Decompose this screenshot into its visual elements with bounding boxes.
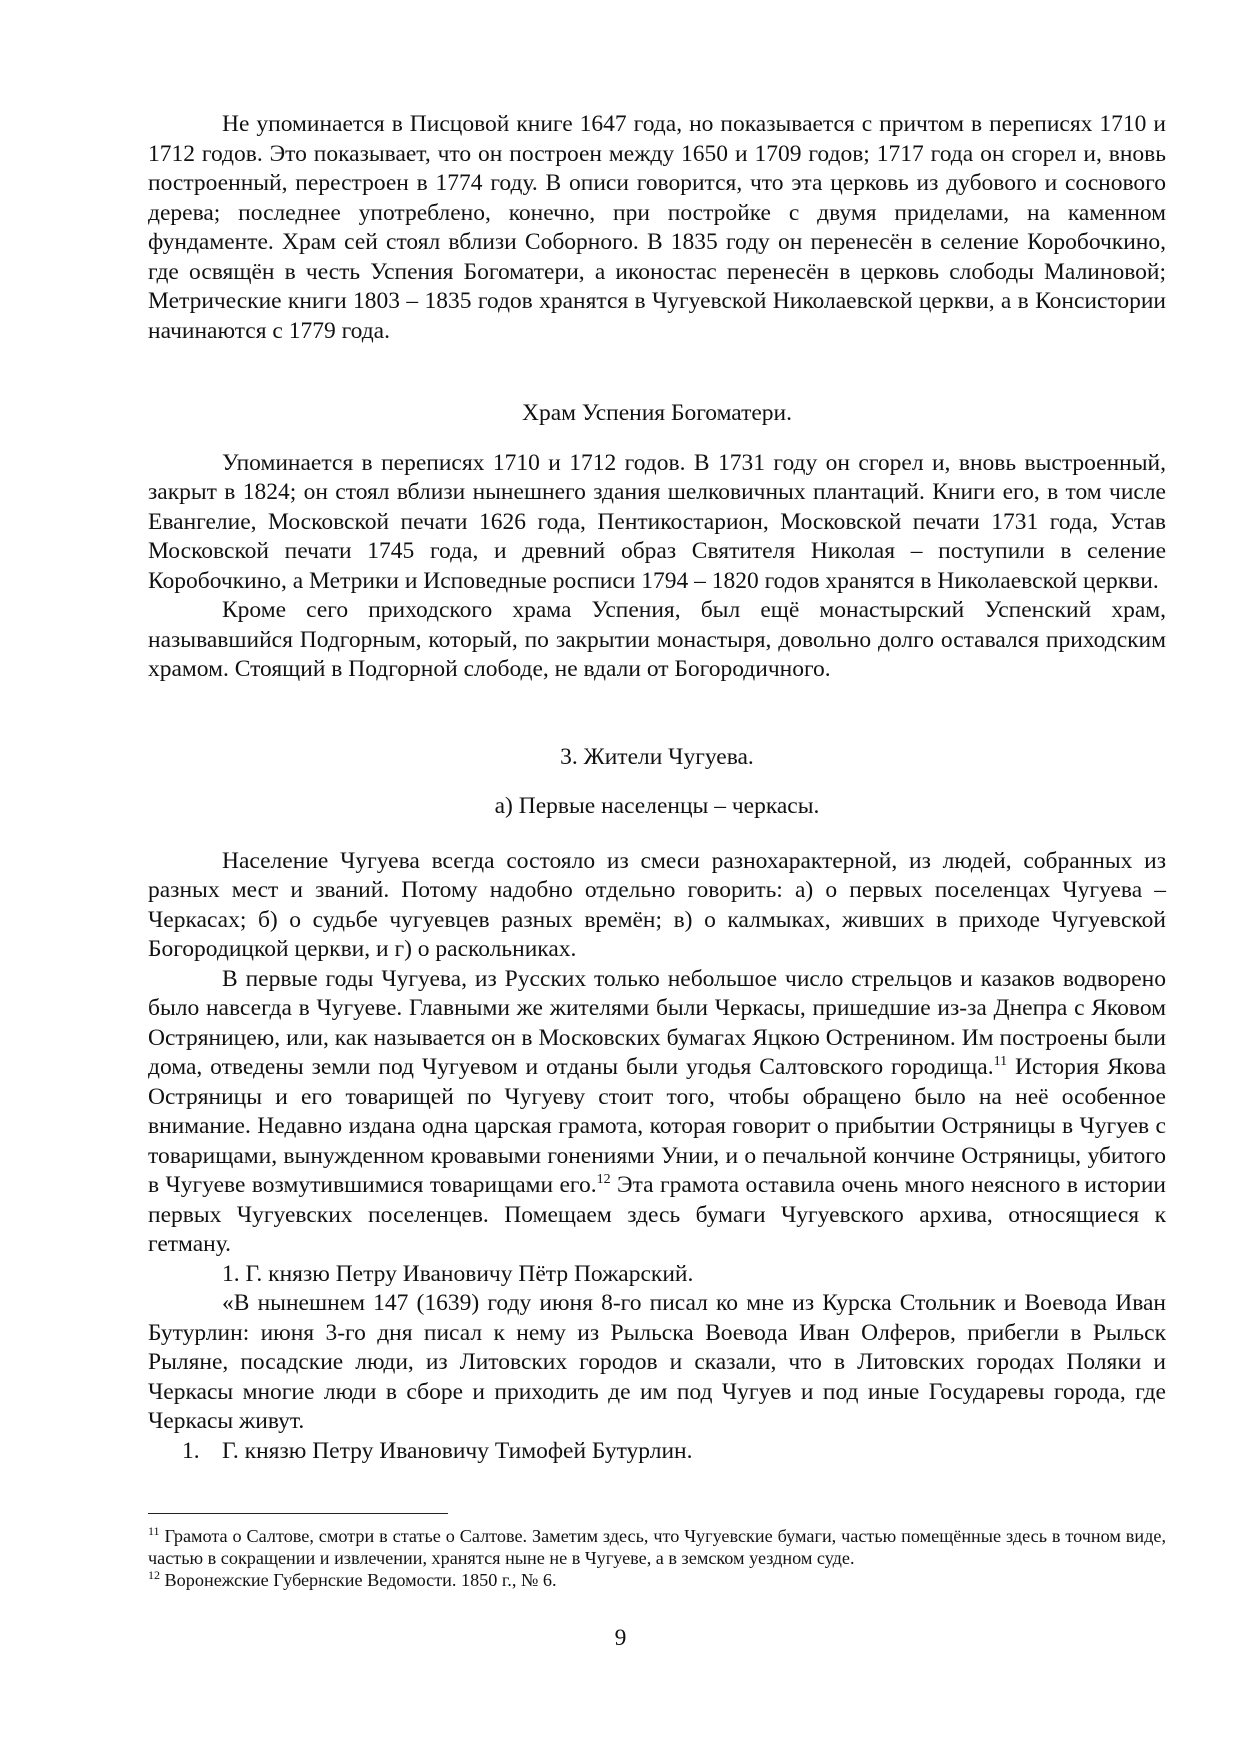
footnote-ref-12[interactable]: 12: [596, 1172, 611, 1188]
footnote-mark-11: 11: [148, 1523, 160, 1538]
footnote-12: [148, 1569, 1166, 1591]
footnote-text-12: Воронежские Губернские Ведомости. 1850 г., № 6.: [160, 1570, 557, 1590]
paragraph-first-years: [148, 965, 1166, 1260]
paragraph-church-history: Не упоминается в Писцовой книге 1647 года, но показывается с причтом в переписях 1710 и 1712 годов. Это показывает, что он построен между 1650 и 1709 годов; 1717 года он сгорел и, вновь построенный, перестроен в 1774 году. В описи говорится, что эта церковь из дубового и соснового дерева; последнее употреблено, конечно, при постройке с двумя приделами, на каменном фундаменте. Храм сей стоял вблизи Соборного. В 1835 году он перенесён в селение Коробочкино, где освящён в честь Успения Богоматери, а иконостас перенесён в церковь слободы Малиновой; Метрические книги 1803 – 1835 годов хранятся в Чугуевской Николаевской церкви, а в Консистории начинаются с 1779 года.: [148, 111, 1166, 344]
heading-assumption-temple: Храм Успения Богоматери.: [521, 400, 793, 426]
paragraph-population: Население Чугуева всегда состояло из смеси разнохарактерной, из людей, собранных из разных мест и званий. Потому надобно отдельно говорить: а) о первых поселенцах Чугуева – Черкасах; б) о судьбе чугуевцев разных времён; в) о калмыках, живших в приходе Чугуевской Богородицкой церкви, и г) о раскольниках.: [148, 847, 1166, 962]
footnote-divider: [148, 1513, 448, 1514]
footnotes: [148, 1525, 1166, 1591]
list-number: 1.: [182, 1437, 200, 1464]
paragraph-assumption-temple: Упоминается в переписях 1710 и 1712 годов. В 1731 году он сгорел и, вновь выстроенный, закрыт в 1824; он стоял вблизи нынешнего здания шелковичных плантаций. Книги его, в том числе Евангелие, Московской печати 1626 года, Пентикостарион, Московской печати 1731 года, Устав Московской печати 1745 года, и древний образ Святителя Николая – поступили в селение Коробочкино, а Метрики и Исповедные росписи 1794 – 1820 годов хранятся в Николаевской церкви.: [148, 449, 1166, 594]
footnote-11: [148, 1525, 1166, 1569]
first-years-text-2: История Якова Остряницы и его товарищей по Чугуеву стоит того, чтобы обращено было на неё особенное внимание. Недавно издана одна царская грамота, которая говорит о прибытии Остряницы в Чугуев с товарищами, вынужденном кровавыми гонениями Унии, и о печальной кончине Остряницы, убитого в Чугуеве возмутившимися товарищами его.: [148, 1054, 1166, 1198]
section-heading-residents: 3. Жители Чугуева.: [560, 743, 754, 770]
footnote-mark-12: 12: [148, 1567, 160, 1582]
subsection-heading-first-settlers: а) Первые населенцы – черкасы.: [494, 793, 820, 819]
footnote-text-11: Грамота о Салтове, смотри в статье о Салтове. Заметим здесь, что Чугуевские бумаги, частью помещённые здесь в точном виде, частью в сокращении и извлечении, хранятся ныне не в Чугуеве, а в земском уездном суде.: [148, 1526, 1166, 1568]
page-number: 9: [614, 1625, 627, 1651]
letter-1-title: 1. Г. князю Петру Ивановичу Пётр Пожарский.: [222, 1260, 694, 1287]
footnote-ref-11[interactable]: 11: [993, 1054, 1008, 1070]
paragraph-monastery-temple: Кроме сего приходского храма Успения, был ещё монастырский Успенский храм, называвшийся Подгорным, который, по закрытии монастыря, довольно долго оставался приходским храмом. Стоящий в Подгорной слободе, не вдали от Богородичного.: [148, 597, 1166, 682]
list-text: Г. князю Петру Ивановичу Тимофей Бутурлин.: [222, 1437, 693, 1464]
letter-2-title: [148, 1437, 1166, 1467]
first-years-text-3: Эта грамота оставила очень много неясного в истории первых Чугуевских поселенцев. Помещаем здесь бумаги Чугуевского архива, относящиеся к гетману.: [148, 1172, 1166, 1257]
first-years-text-1: В первые годы Чугуева, из Русских только небольшое число стрельцов и казаков водворено было навсегда в Чугуеве. Главными же жителями были Черкасы, пришедшие из-за Днепра с Яковом Остряницею, или, как называется он в Московских бумагах Яцкою Остренином. Им построены были дома, отведены земли под Чугуевом и отданы были угодья Салтовского городища.: [148, 965, 1166, 1080]
document-page: [148, 110, 1166, 1466]
letter-1-body: «В нынешнем 147 (1639) году июня 8-го писал ко мне из Курска Стольник и Воевода Иван Бутурлин: июня 3-го дня писал к нему из Рыльска Воевода Иван Олферов, прибегли в Рыльск Рыляне, посадские люди, из Литовских городов и сказали, что в Литовских городах Поляки и Черкасы многие люди в сборе и приходить де им под Чугуев и под иные Государевы города, где Черкасы живут.: [148, 1290, 1166, 1434]
